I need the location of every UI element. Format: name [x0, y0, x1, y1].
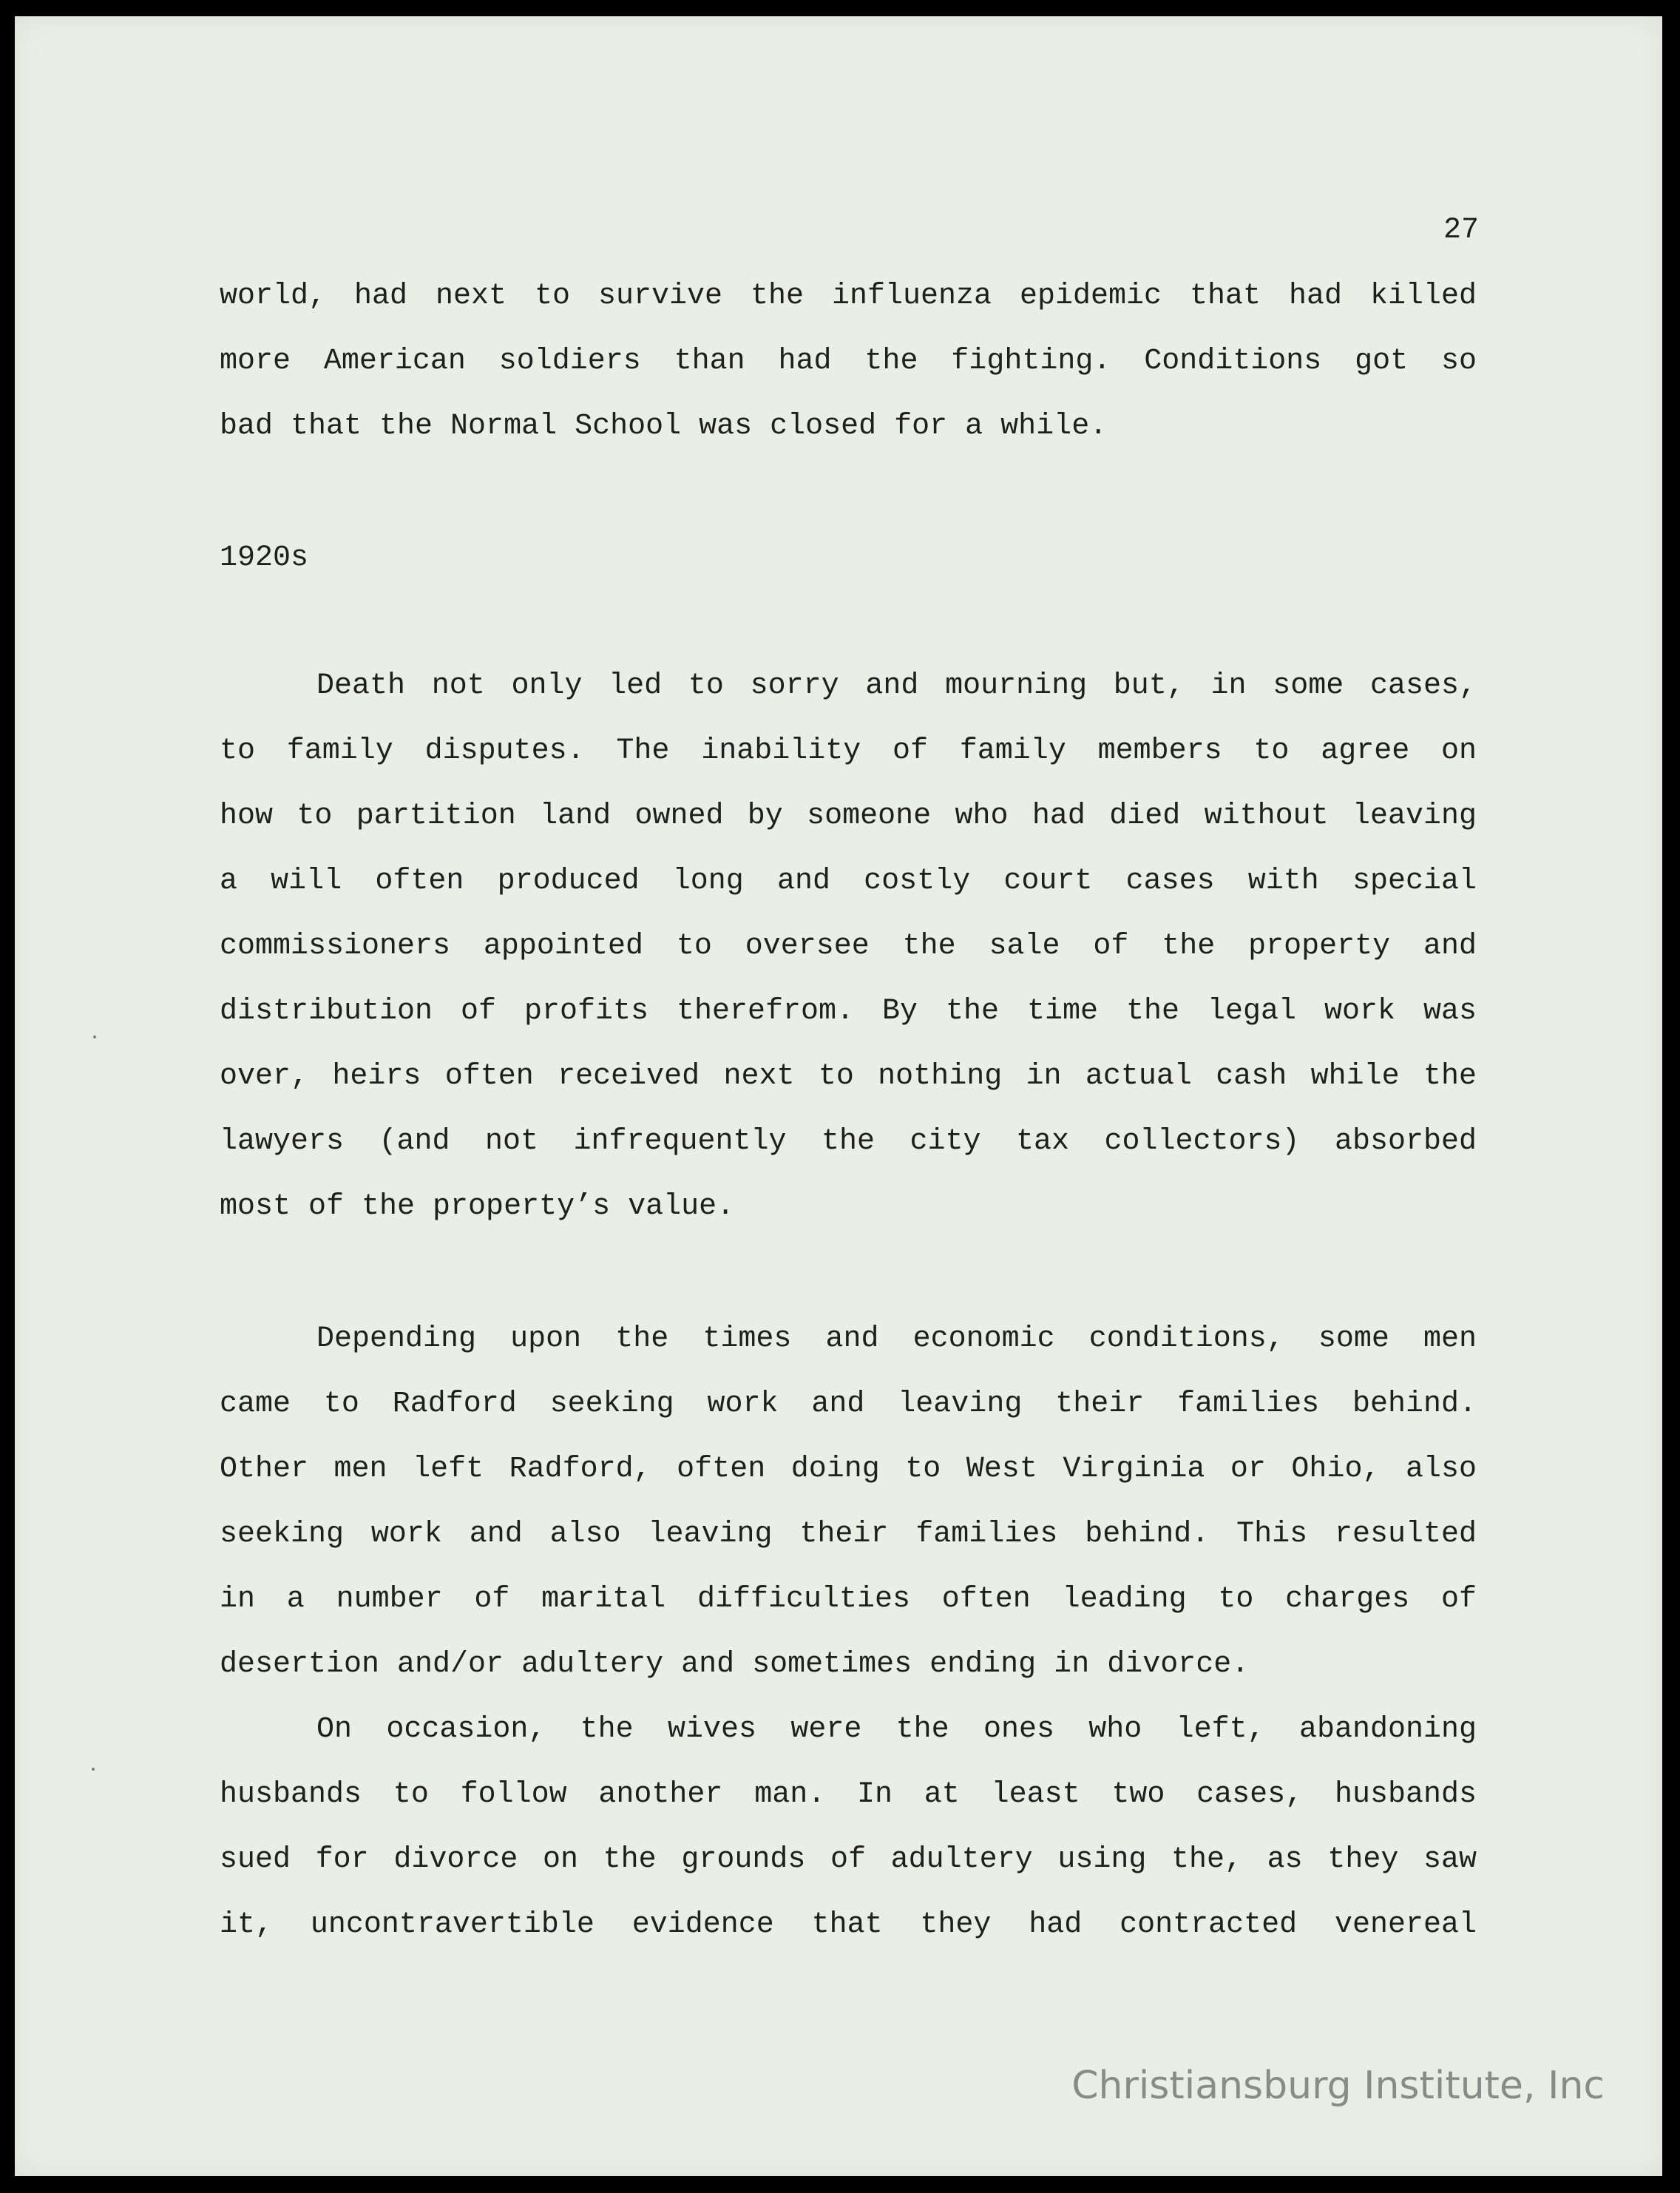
page-number: 27: [1443, 214, 1479, 247]
text-line: commissioners appointed to oversee the sale of the property and: [220, 930, 1477, 963]
text-line: Other men left Radford, often doing to West Virginia or Ohio, also: [220, 1453, 1477, 1486]
section-heading-block: [220, 526, 1477, 591]
text-line: world, had next to survive the influenza epidemic that had killed: [220, 280, 1477, 313]
text-line: seeking work and also leaving their families behind. This resulted: [220, 1518, 1477, 1551]
text-line: Depending upon the times and economic conditions, some men: [316, 1322, 1477, 1356]
text-line: over, heirs often received next to nothing in actual cash while the: [220, 1060, 1477, 1093]
text-line: desertion and/or adultery and sometimes ending in divorce.: [220, 1648, 1250, 1681]
dust-speck: [93, 1035, 96, 1038]
text-line: how to partition land owned by someone who had died without leaving: [220, 800, 1477, 833]
dust-speck: [92, 1768, 95, 1771]
text-line: bad that the Normal School was closed for a while.: [220, 410, 1108, 443]
text-line: more American soldiers than had the fighting. Conditions got so: [220, 345, 1477, 378]
text-line: lawyers (and not infrequently the city tax collectors) absorbed: [220, 1125, 1477, 1158]
paragraph-marital-difficulties: [220, 1307, 1477, 1958]
text-line: it, uncontravertible evidence that they had contracted venereal: [220, 1908, 1477, 1942]
text-line: sued for divorce on the grounds of adultery using the, as they saw: [220, 1843, 1477, 1876]
text-line: most of the property’s value.: [220, 1190, 735, 1223]
text-line: in a number of marital difficulties often leading to charges of: [220, 1583, 1477, 1616]
paragraph-continuation: [220, 264, 1477, 459]
watermark: Christiansburg Institute, Inc: [1071, 2064, 1605, 2108]
text-line: to family disputes. The inability of family members to agree on: [220, 734, 1477, 768]
section-heading: 1920s: [220, 541, 309, 575]
text-line: Death not only led to sorry and mourning but, in some cases,: [316, 669, 1477, 703]
text-line: husbands to follow another man. In at least two cases, husbands: [220, 1778, 1477, 1811]
text-line: distribution of profits therefrom. By the time the legal work was: [220, 995, 1477, 1028]
text-line: came to Radford seeking work and leaving their families behind.: [220, 1388, 1477, 1421]
text-line: On occasion, the wives were the ones who left, abandoning: [316, 1713, 1477, 1746]
paragraph-family-disputes: [220, 654, 1477, 1240]
text-line: a will often produced long and costly court cases with special: [220, 865, 1477, 898]
